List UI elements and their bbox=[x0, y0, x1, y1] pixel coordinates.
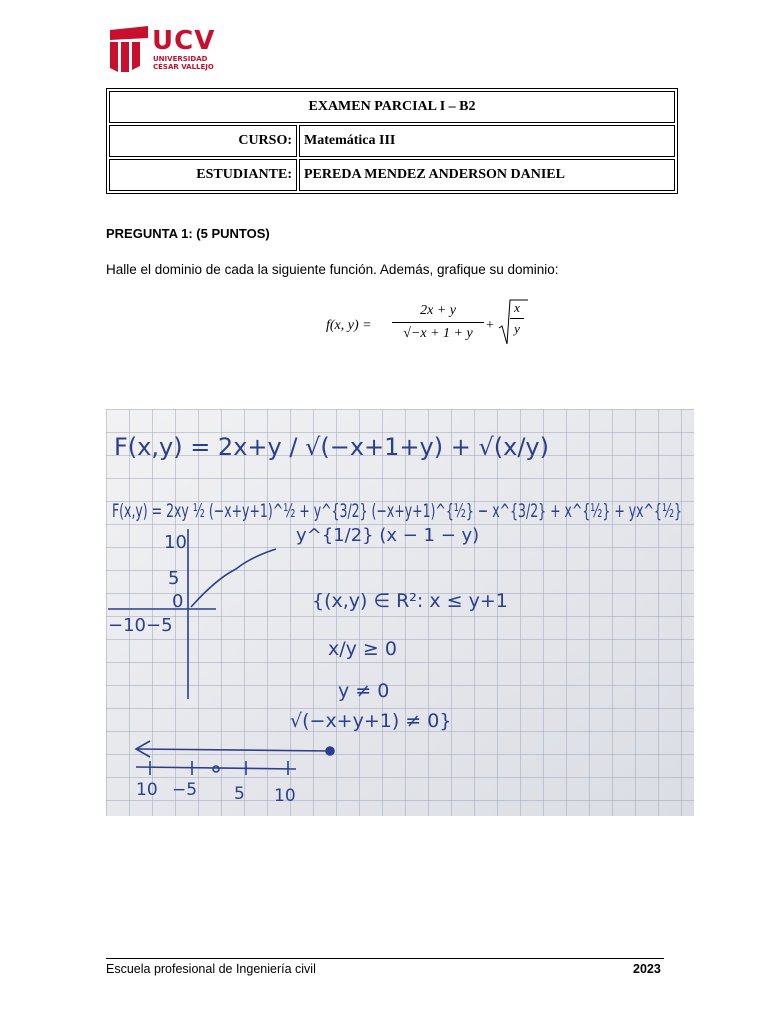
ucv-emblem-icon bbox=[108, 26, 152, 74]
student-row bbox=[109, 159, 675, 191]
handwritten-line-1: F(x,y) = 2x+y / √(−x+1+y) + √(x/y) bbox=[114, 433, 549, 461]
axis-label-5: 5 bbox=[168, 568, 180, 589]
footer-divider bbox=[106, 958, 664, 959]
number-line-label-1: 10 bbox=[136, 780, 158, 800]
domain-condition-1: x/y ≥ 0 bbox=[328, 638, 397, 660]
domain-condition-2: y ≠ 0 bbox=[338, 680, 390, 702]
formula-lhs: f(x, y) = bbox=[326, 318, 372, 333]
footer-school: Escuela profesional de Ingeniería civil bbox=[106, 962, 316, 976]
course-row bbox=[109, 125, 675, 157]
formula-plus: + bbox=[486, 318, 494, 333]
axis-label-0: 0 bbox=[172, 591, 184, 612]
formula-sqrt-term bbox=[498, 298, 528, 353]
university-logo bbox=[108, 26, 218, 74]
domain-set: {(x,y) ∈ R²: x ≤ y+1 bbox=[312, 590, 508, 612]
sqrt-numerator: x bbox=[514, 300, 520, 315]
course-value: Matemática III bbox=[299, 125, 675, 157]
student-value: PEREDA MENDEZ ANDERSON DANIEL bbox=[299, 159, 675, 191]
number-line-label-2: −5 bbox=[172, 780, 198, 800]
logo-name: UCV bbox=[152, 26, 216, 56]
course-label: CURSO: bbox=[109, 125, 297, 157]
exam-header-table bbox=[106, 88, 678, 194]
footer-year: 2023 bbox=[633, 962, 661, 976]
formula-denominator: √−x + 1 + y bbox=[403, 326, 473, 341]
formula-fraction bbox=[392, 302, 484, 343]
number-line-label-3: 5 bbox=[234, 784, 245, 804]
question-heading: PREGUNTA 1: (5 PUNTOS) bbox=[106, 226, 270, 241]
sqrt-denominator: y bbox=[514, 321, 520, 336]
logo-subtitle: UNIVERSIDAD CÉSAR VALLEJO bbox=[153, 55, 214, 71]
axis-label-10: 10 bbox=[164, 532, 187, 553]
student-label: ESTUDIANTE: bbox=[109, 159, 297, 191]
question-prompt: Halle el dominio de cada la siguiente función. Además, grafique su dominio: bbox=[106, 262, 559, 277]
handwritten-answer-photo bbox=[106, 409, 694, 816]
exam-title: EXAMEN PARCIAL I – B2 bbox=[109, 91, 675, 123]
number-line-label-4: 10 bbox=[274, 786, 296, 806]
axis-label-neg5: −5 bbox=[146, 615, 173, 636]
axis-label-neg10: −10 bbox=[108, 615, 146, 636]
domain-condition-3: √(−x+y+1) ≠ 0} bbox=[290, 710, 452, 732]
formula-numerator: 2x + y bbox=[420, 303, 456, 318]
handwritten-line-2: F(x,y) = 2xy ½ (−x+y+1)^½ + y^{3/2} (−x+y+1)^{½} − x^{3/2} + x^{½} + yx^{½} bbox=[112, 500, 682, 522]
handwritten-line-3: y^{1/2} (x − 1 − y) bbox=[296, 525, 480, 546]
